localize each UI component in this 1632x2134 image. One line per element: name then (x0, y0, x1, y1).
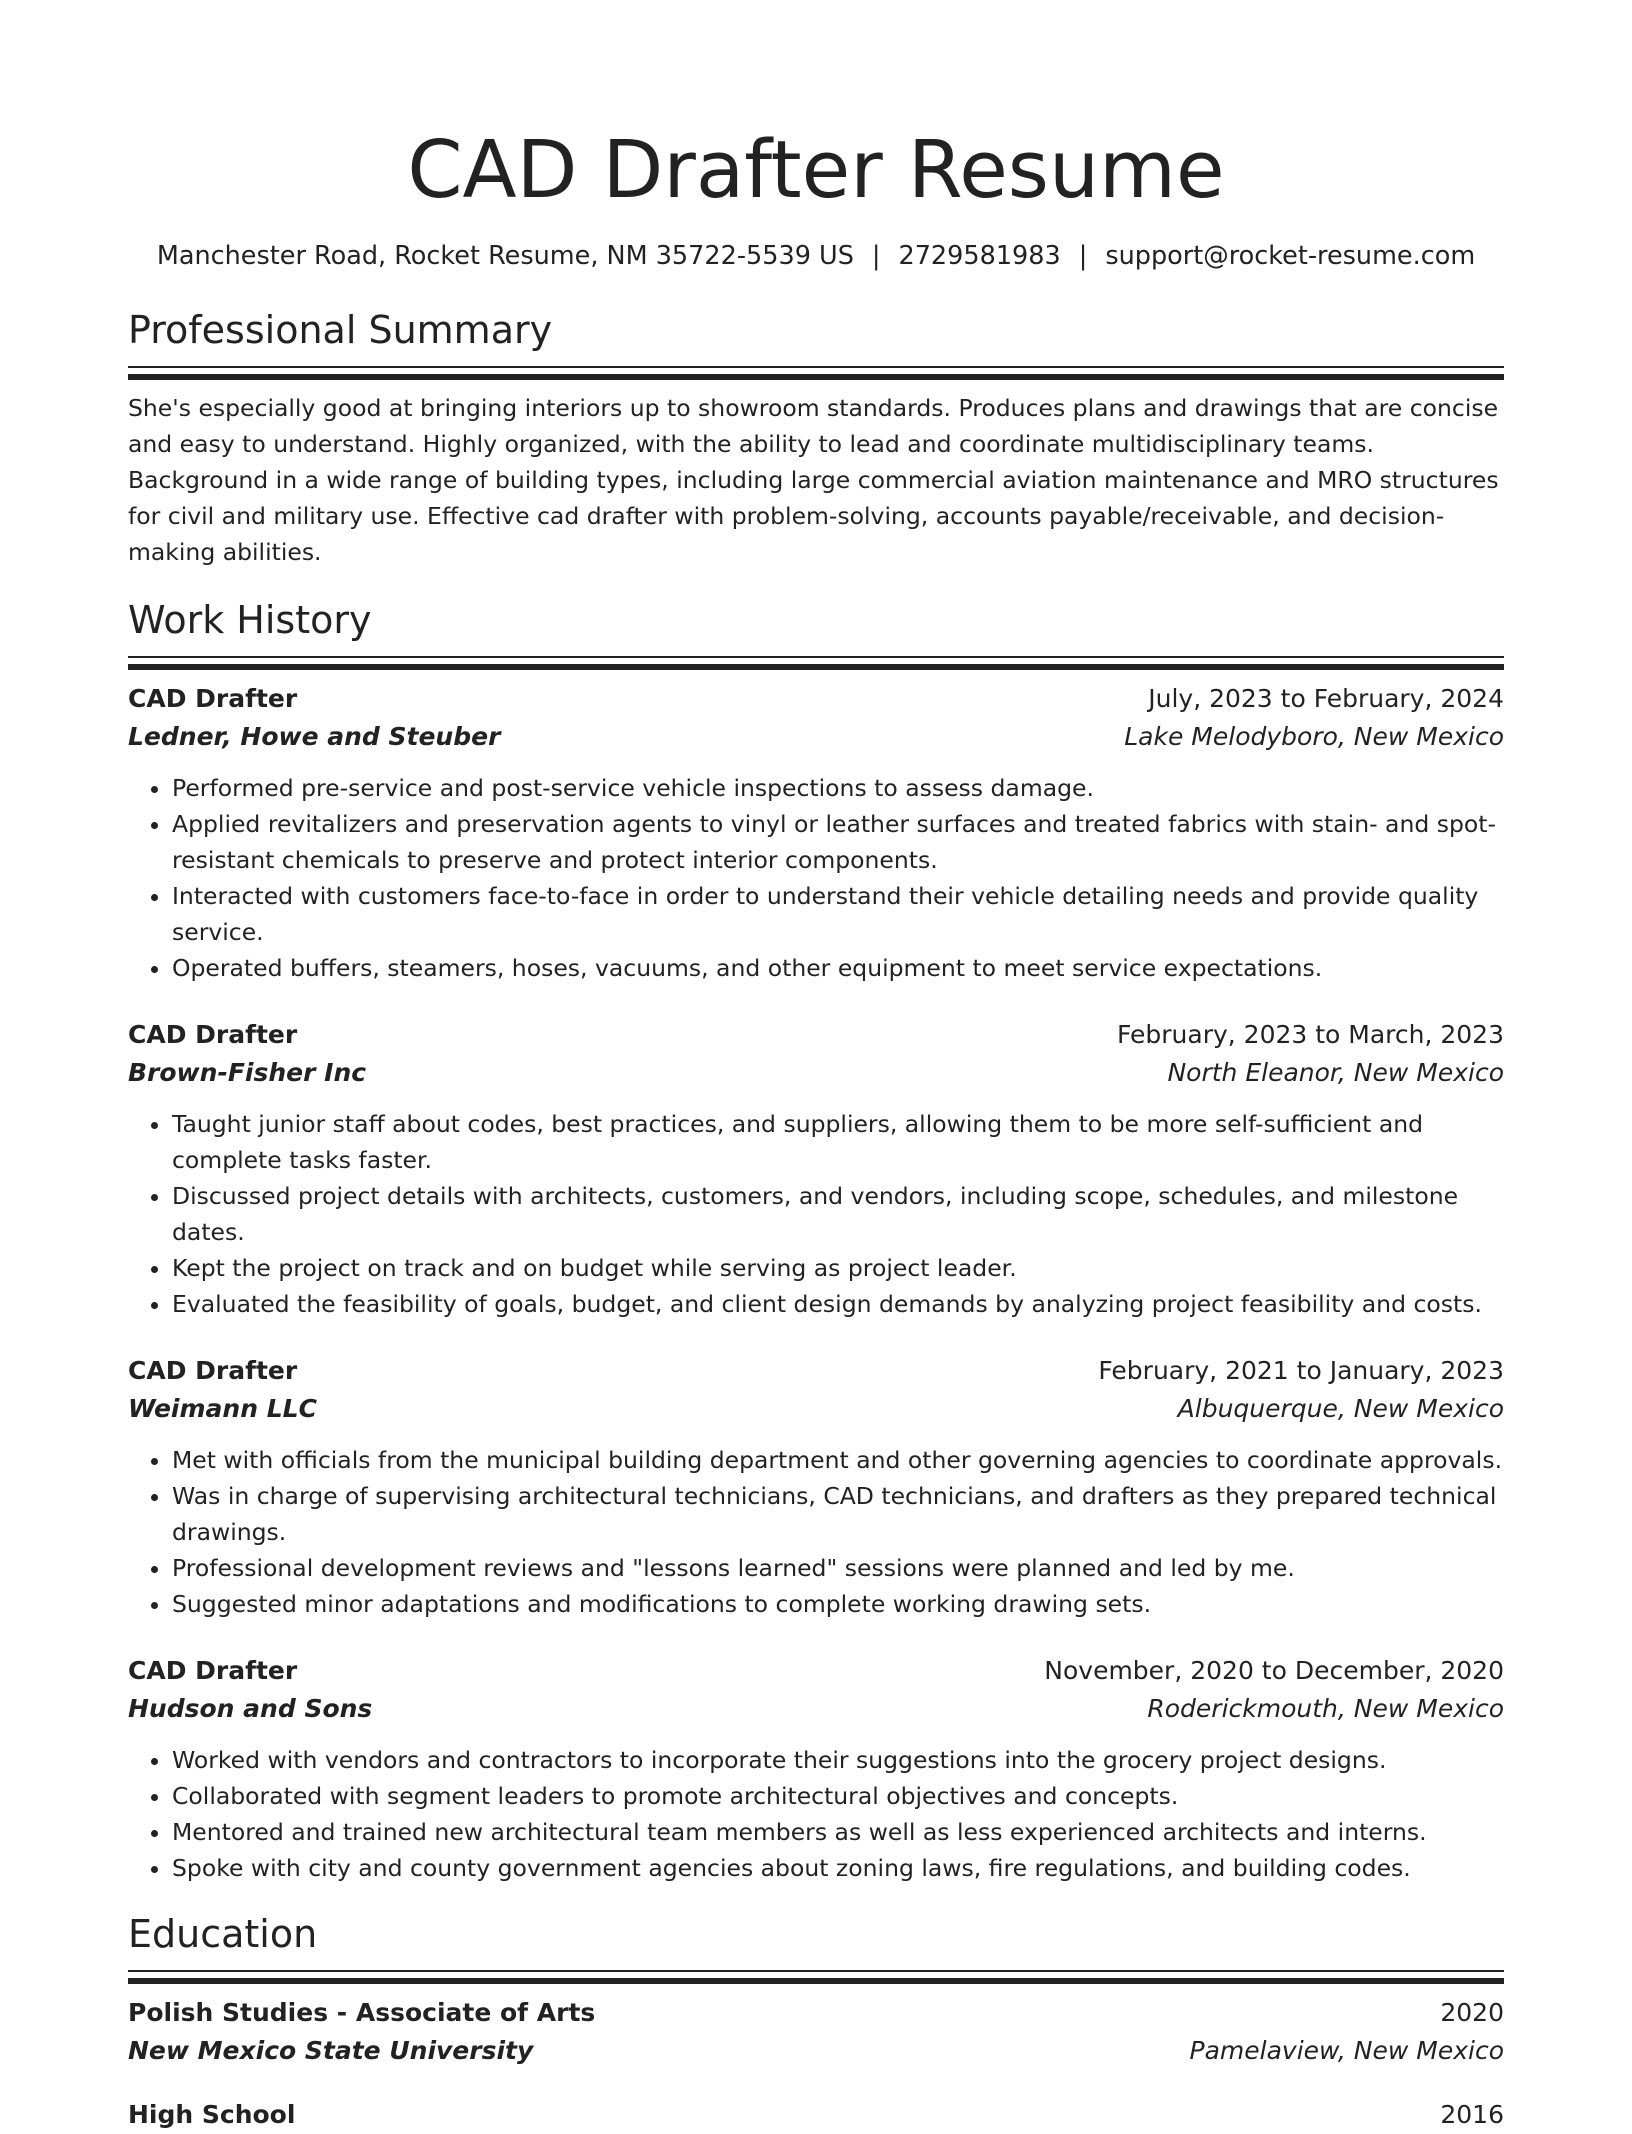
job-bullet: • Taught junior staff about codes, best practices, and suppliers, allowing them to be more self-sufficient and complete tasks faster. (172, 1106, 1504, 1178)
job-bullet: • Kept the project on track and on budget while serving as project leader. (172, 1250, 1504, 1286)
job-location: Albuquerque, New Mexico (1177, 1394, 1504, 1423)
job-location: North Eleanor, New Mexico (1167, 1058, 1504, 1087)
job-employer: Weimann LLC (128, 1394, 317, 1423)
work-history-heading: Work History (128, 598, 372, 642)
contact-phone: 2729581983 (898, 241, 1061, 271)
job-location: Roderickmouth, New Mexico (1147, 1694, 1504, 1723)
job-bullet: • Discussed project details with architects, customers, and vendors, including scope, schedules, and milestone dates. (172, 1178, 1504, 1250)
section-divider (128, 656, 1504, 662)
job-bullets (128, 1742, 1504, 1886)
job-title: CAD Drafter (128, 1656, 298, 1685)
job-dates: November, 2020 to December, 2020 (1044, 1656, 1504, 1685)
job-bullet: • Performed pre-service and post-service vehicle inspections to assess damage. (172, 770, 1504, 806)
job-bullet: • Met with officials from the municipal building department and other governing agencies to coordinate approvals. (172, 1442, 1504, 1478)
work-history-section (128, 596, 1504, 1886)
section-divider (128, 366, 1504, 372)
job-dates: July, 2023 to February, 2024 (1148, 684, 1504, 713)
job-bullets (128, 1442, 1504, 1622)
section-divider (128, 1970, 1504, 1976)
job-bullet: • Worked with vendors and contractors to incorporate their suggestions into the grocery project designs. (172, 1742, 1504, 1778)
job-bullet: • Applied revitalizers and preservation agents to vinyl or leather surfaces and treated fabrics with stain- and spot-resistant chemicals to preserve and protect interior components. (172, 806, 1504, 878)
contact-separator: | (1078, 241, 1088, 271)
job-bullet: • Collaborated with segment leaders to promote architectural objectives and concepts. (172, 1778, 1504, 1814)
education-entry (128, 2096, 1504, 2134)
contact-address: Manchester Road, Rocket Resume, NM 35722-5539 US (156, 241, 854, 271)
resume-title: CAD Drafter Resume (407, 124, 1225, 216)
job-dates: February, 2021 to January, 2023 (1098, 1356, 1504, 1385)
job-bullet: • Evaluated the feasibility of goals, budget, and client design demands by analyzing project feasibility and costs. (172, 1286, 1504, 1322)
job-bullet: • Operated buffers, steamers, hoses, vacuums, and other equipment to meet service expectations. (172, 950, 1504, 986)
education-entry (128, 1994, 1504, 2070)
education-degree: High School (128, 2100, 296, 2129)
contact-line (128, 238, 1504, 274)
job-bullet: • Spoke with city and county government agencies about zoning laws, fire regulations, and building codes. (172, 1850, 1504, 1886)
education-section (128, 1910, 1504, 2134)
job-bullet: • Suggested minor adaptations and modifications to complete working drawing sets. (172, 1586, 1504, 1622)
job-entry (128, 1352, 1504, 1622)
job-entry (128, 1016, 1504, 1322)
job-title: CAD Drafter (128, 684, 298, 713)
contact-separator: | (871, 241, 881, 271)
job-employer: Ledner, Howe and Steuber (128, 722, 501, 751)
education-degree: Polish Studies - Associate of Arts (128, 1998, 596, 2027)
job-dates: February, 2023 to March, 2023 (1116, 1020, 1504, 1049)
job-bullets (128, 1106, 1504, 1322)
job-employer: Brown-Fisher Inc (128, 1058, 367, 1087)
summary-text: She's especially good at bringing interiors up to showroom standards. Produces plans and drawings that are concise and easy to understand. Highly organized, with the ability to lead and coordinate multidisciplinary teams. Background in a wide range of building types, including large commercial aviation maintenance and MRO structures for civil and military use. Effective cad drafter with problem-solving, accounts payable/receivable, and decision-making abilities. (128, 394, 1499, 566)
job-location: Lake Melodyboro, New Mexico (1124, 722, 1504, 751)
job-entry (128, 680, 1504, 986)
education-location: Pamelaview, New Mexico (1189, 2036, 1504, 2065)
job-bullets (128, 770, 1504, 986)
contact-email: support@rocket-resume.com (1105, 241, 1476, 271)
job-bullet: • Professional development reviews and "lessons learned" sessions were planned and led by me. (172, 1550, 1504, 1586)
education-year: 2020 (1440, 1998, 1504, 2027)
job-title: CAD Drafter (128, 1020, 298, 1049)
education-school: New Mexico State University (128, 2036, 534, 2065)
job-bullet: • Was in charge of supervising architectural technicians, CAD technicians, and drafters as they prepared technical drawings. (172, 1478, 1504, 1550)
education-year: 2016 (1440, 2100, 1504, 2129)
job-bullet: • Interacted with customers face-to-face in order to understand their vehicle detailing needs and provide quality service. (172, 878, 1504, 950)
education-heading: Education (128, 1912, 318, 1956)
job-employer: Hudson and Sons (128, 1694, 373, 1723)
job-entry (128, 1652, 1504, 1886)
job-title: CAD Drafter (128, 1356, 298, 1385)
summary-heading: Professional Summary (128, 308, 553, 352)
job-bullet: • Mentored and trained new architectural team members as well as less experienced architects and interns. (172, 1814, 1504, 1850)
summary-section (128, 306, 1504, 570)
